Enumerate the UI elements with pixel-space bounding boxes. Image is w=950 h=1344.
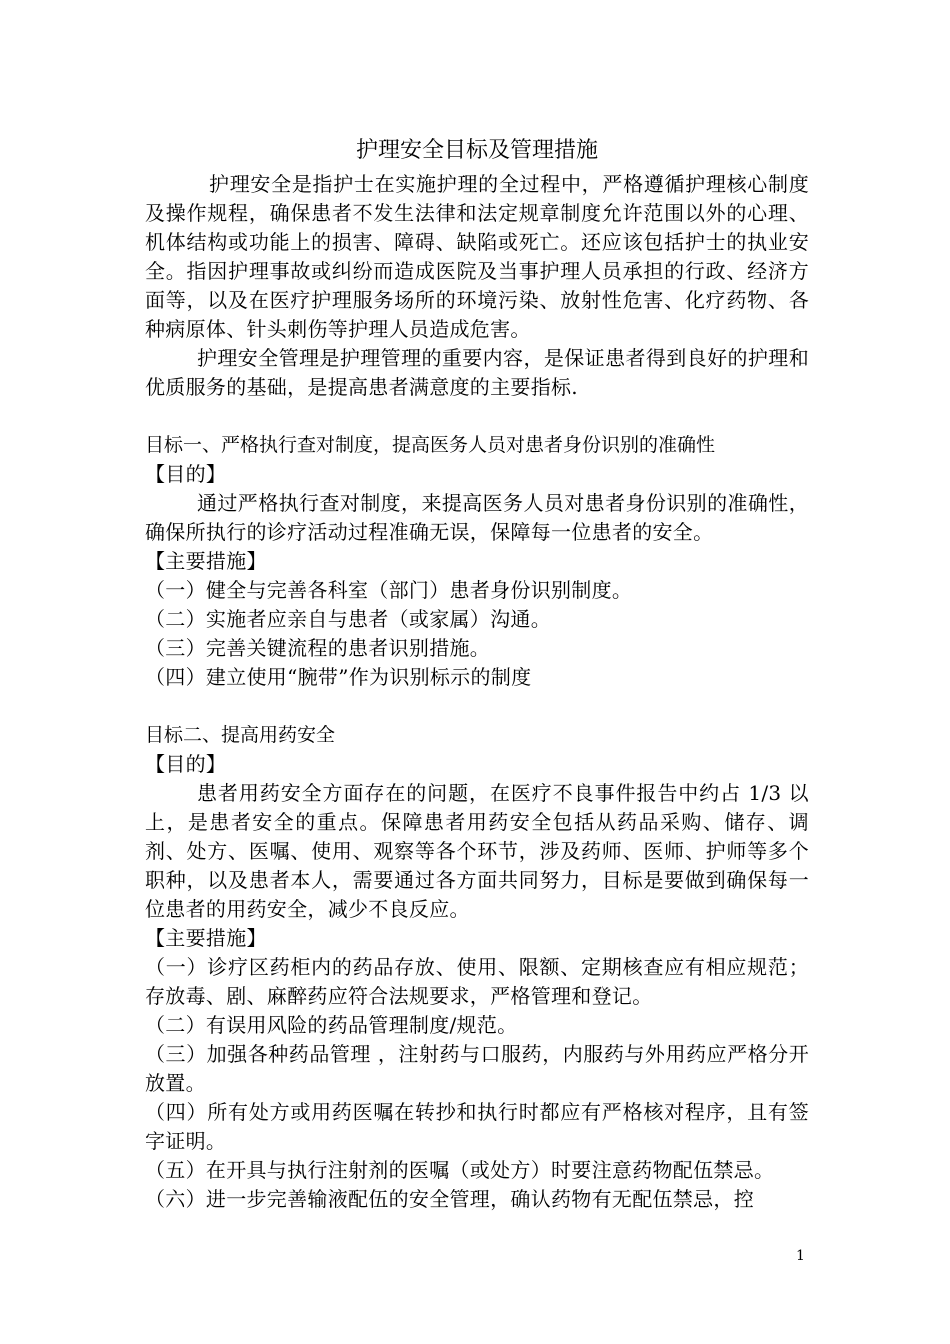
page-number: 1 bbox=[796, 1248, 805, 1264]
intro-paragraph-1: 护理安全是指护士在实施护理的全过程中，严格遵循护理核心制度及操作规程，确保患者不发生法律和法定规章制度允许范围以外的心理、机体结构或功能上的损害、障碍、缺陷或死亡。还应该包括护士的执业安全。指因护理事故或纠纷而造成医院及当事护理人员承担的行政、经济方面等，以及在医疗护理服务场所的环境污染、放射性危害、化疗药物、各种病原体、针头刺伤等护理人员造成危害。 bbox=[145, 172, 809, 341]
goal-2-heading: 目标二、提高用药安全 bbox=[145, 724, 336, 746]
goal-1-purpose-text: 通过严格执行查对制度，来提高医务人员对患者身份识别的准确性，确保所执行的诊疗活动过程准确无误，保障每一位患者的安全。 bbox=[145, 491, 809, 544]
intro-paragraph-2: 护理安全管理是护理管理的重要内容，是保证患者得到良好的护理和优质服务的基础，是提高患者满意度的主要指标. bbox=[145, 346, 809, 399]
goal-1-measure-item: （三）完善关键流程的患者识别措施。 bbox=[145, 636, 491, 660]
goal-2-measure-item: （三）加强各种药品管理 ，注射药与口服药，内服药与外用药应严格分开放置。 bbox=[145, 1042, 809, 1095]
goal-2-purpose-label: 【目的】 bbox=[145, 752, 227, 776]
goal-1-measure-item: （二）实施者应亲自与患者（或家属）沟通。 bbox=[145, 607, 551, 631]
goal-2-section bbox=[145, 721, 809, 1214]
section-spacer bbox=[145, 692, 809, 721]
goal-2-measures-label: 【主要措施】 bbox=[145, 926, 267, 950]
goal-1-heading: 目标一、严格执行查对制度，提高医务人员对患者身份识别的准确性 bbox=[145, 434, 716, 456]
goal-2-measure-item: （四）所有处方或用药医嘱在转抄和执行时都应有严格核对程序，且有签字证明。 bbox=[145, 1100, 809, 1153]
document-title: 护理安全目标及管理措施 bbox=[355, 138, 598, 163]
goal-1-measure-item: （一）健全与完善各科室（部门）患者身份识别制度。 bbox=[145, 578, 633, 602]
goal-1-measures-label: 【主要措施】 bbox=[145, 549, 267, 573]
goal-2-measure-item: （六）进一步完善输液配伍的安全管理，确认药物有无配伍禁忌，控 bbox=[145, 1187, 754, 1211]
goal-2-measure-item: （二）有误用风险的药品管理制度/规范。 bbox=[145, 1013, 518, 1037]
goal-2-measure-item: （五）在开具与执行注射剂的医嘱（或处方）时要注意药物配伍禁忌。 bbox=[145, 1158, 775, 1182]
goal-2-measure-item: （一）诊疗区药柜内的药品存放、使用、限额、定期核查应有相应规范；存放毒、剧、麻醉药应符合法规要求，严格管理和登记。 bbox=[145, 955, 809, 1008]
document-page bbox=[145, 132, 809, 1214]
goal-2-purpose-text: 患者用药安全方面存在的问题，在医疗不良事件报告中约占 1/3 以上，是患者安全的重点。保障患者用药安全包括从药品采购、储存、调剂、处方、医嘱、使用、观察等各个环节，涉及药师、医师、护师等多个职种，以及患者本人，需要通过各方面共同努力，目标是要做到确保每一位患者的用药安全，减少不良反应。 bbox=[145, 781, 809, 921]
goal-1-purpose-label: 【目的】 bbox=[145, 462, 227, 486]
section-spacer bbox=[145, 402, 809, 431]
goal-1-measure-item: （四）建立使用“腕带”作为识别标示的制度 bbox=[145, 665, 532, 689]
goal-1-section bbox=[145, 431, 809, 692]
